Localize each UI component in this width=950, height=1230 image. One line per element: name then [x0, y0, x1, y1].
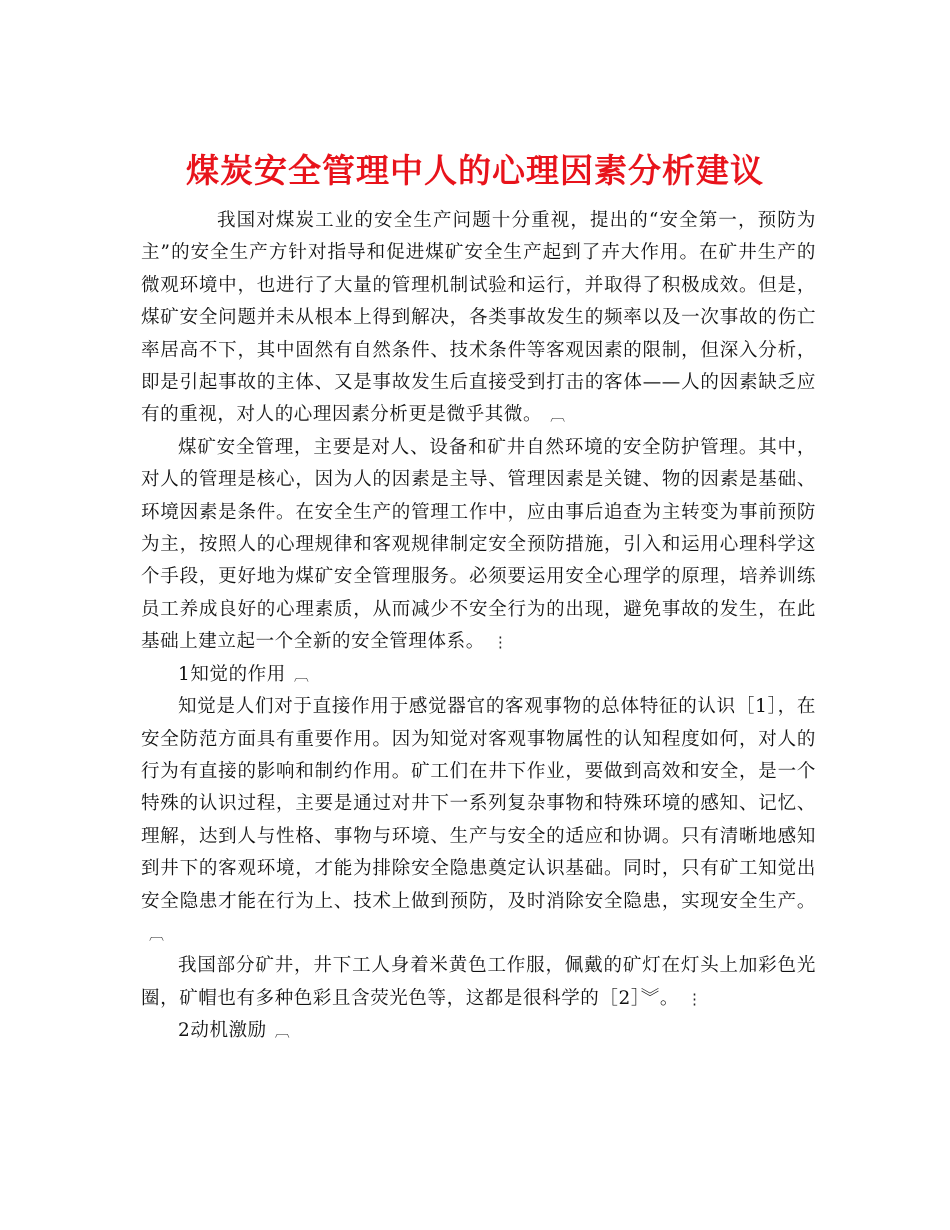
- heading-text: 1知觉的作用: [178, 663, 286, 685]
- paragraph-end-mark: ︹: [274, 1022, 291, 1041]
- paragraph-end-mark: ⋮: [686, 989, 703, 1008]
- paragraph-text: 我国部分矿井，井下工人身着米黄色工作服，佩戴的矿灯在灯头上加彩色光圈，矿帽也有多种色彩且含荧光色等，这都是很科学的［2］︾。: [141, 955, 816, 1009]
- paragraph-text: 煤矿安全管理，主要是对人、设备和矿井自然环境的安全防护管理。其中，对人的管理是核心，因为人的因素是主导、管理因素是关键、物的因素是基础、环境因素是条件。在安全生产的管理工作中，应由事后追查为主转变为事前预防为主，按照人的心理规律和客观规律制定安全预防措施，引入和运用心理科学这个手段，更好地为煤矿安全管理服务。必须要运用安全心理学的原理，培养训练员工养成良好的心理素质，从而减少不安全行为的出现，避免事故的发生，在此基础上建立起一个全新的安全管理体系。: [141, 436, 816, 653]
- paragraph-text: 我国对煤炭工业的安全生产问题十分重视，提出的“安全第一，预防为主”的安全生产方针对指导和促进煤矿安全生产起到了卉大作用。在矿井生产的微观环境中，也进行了大量的管理机制试验和运行，并取得了积极成效。但是，煤矿安全问题并未从根本上得到解决，各类事故发生的频率以及一次事故的伤亡率居高不下，其中固然有自然条件、技术条件等客观因素的限制，但深入分析，即是引起事故的主体、又是事故发生后直接受到打击的客体——人的因素缺乏应有的重视，对人的心理因素分析更是微乎其微。: [141, 210, 816, 426]
- heading-text: 2动机激励: [178, 1020, 267, 1042]
- paragraph-text: 知觉是人们对于直接作用于感觉器官的客观事物的总体特征的认识［1］，在安全防范方面具有重要作用。因为知觉对客观事物属性的认知程度如何，对人的行为有直接的影响和制约作用。矿工们在井下作业，要做到高效和安全，是一个特殊的认识过程，主要是通过对井下一系列复杂事物和特殊环境的感知、记忆、理解，达到人与性格、事物与环境、生产与安全的适应和协调。只有清晰地感知到井下的客观环境，才能为排除安全隐患奠定认识基础。同时，只有矿工知觉出安全隐患才能在行为上、技术上做到预防，及时消除安全隐患，实现安全生产。: [141, 696, 816, 912]
- section-heading-motivation: [141, 1015, 816, 1047]
- paragraph-end-mark: ︹: [293, 665, 310, 684]
- paragraph-perception: [141, 691, 816, 950]
- paragraph-end-mark: ︹: [149, 924, 165, 943]
- document-body: [141, 205, 816, 1048]
- paragraph-end-mark: ⋮: [492, 633, 509, 652]
- paragraph-end-mark: ︹: [550, 406, 566, 425]
- paragraph-color-example: [141, 950, 816, 1015]
- section-heading-perception: [141, 659, 816, 691]
- paragraph-management: [141, 432, 816, 659]
- paragraph-intro: [141, 205, 816, 432]
- document-title: 煤炭安全管理中人的心理因素分析建议: [186, 151, 764, 191]
